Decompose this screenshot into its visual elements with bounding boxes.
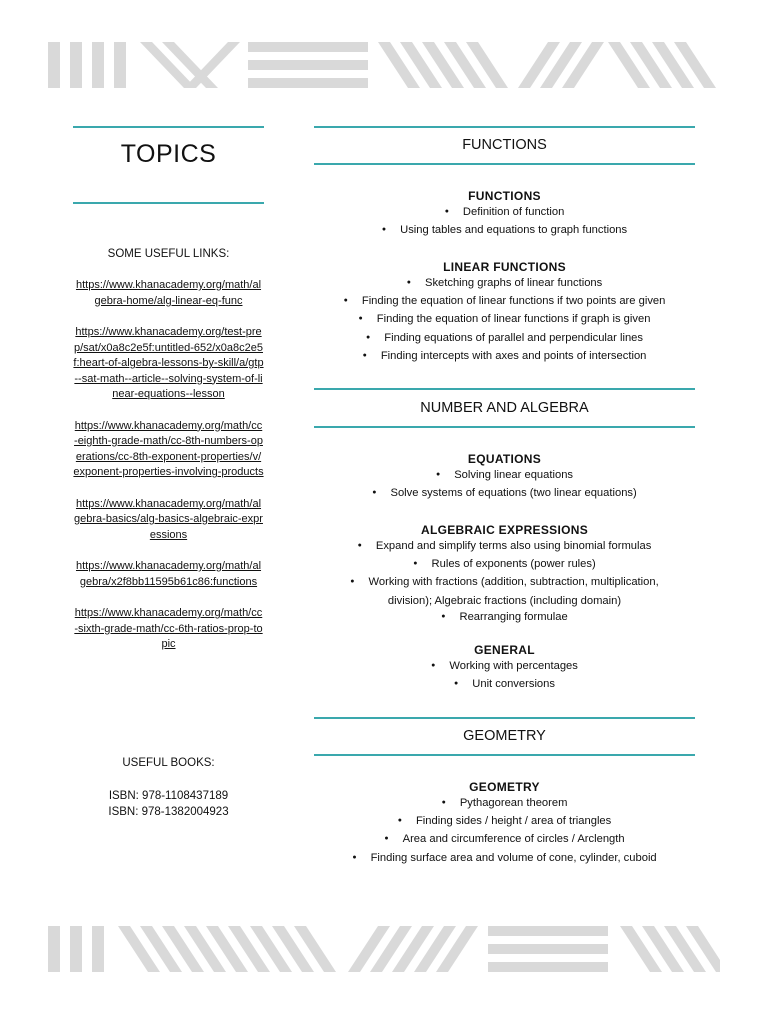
list-item: ● Solving linear equations — [314, 467, 695, 485]
subsection-heading: ALGEBRAIC EXPRESSIONS — [421, 523, 588, 537]
subsection-general — [314, 643, 695, 694]
section-title-geometry: GEOMETRY — [463, 728, 546, 744]
link-item[interactable]: https://www.khanacademy.org/test-prep/sat/x0a8c2e5f:untitled-652/x0a8c2e5f:heart-of-algebra-lessons-by-skill/a/gtp--sat-math--article--solving-system-of-linear-equations--lesson — [73, 326, 264, 400]
list-item: ● Expand and simplify terms also using binomial formulas — [314, 538, 695, 556]
link-item[interactable]: https://www.khanacademy.org/math/cc-sixth-grade-math/cc-6th-ratios-prop-topic — [74, 607, 263, 650]
list-item: ● Finding equations of parallel and perpendicular lines — [314, 330, 695, 348]
list-item: ● Finding sides / height / area of triangles — [314, 813, 695, 831]
subsection-algebraic-expressions — [314, 523, 695, 627]
list-item: ● Definition of function — [314, 204, 695, 222]
links-heading: SOME USEFUL LINKS: — [107, 248, 230, 260]
list-item: ● Finding intercepts with axes and points of intersection — [314, 348, 695, 366]
subsection-heading: GENERAL — [474, 643, 535, 657]
subsection-heading: LINEAR FUNCTIONS — [443, 260, 566, 274]
list-item: ● Solve systems of equations (two linear equations) — [314, 485, 695, 503]
list-item: ● Using tables and equations to graph functions — [314, 222, 695, 240]
books-heading: USEFUL BOOKS: — [122, 757, 215, 769]
list-item: ● Finding surface area and volume of cone, cylinder, cuboid — [314, 850, 695, 868]
link-item[interactable]: https://www.khanacademy.org/math/algebra-basics/alg-basics-algebraic-expressions — [74, 497, 263, 541]
section-title-number-algebra: NUMBER AND ALGEBRA — [420, 400, 589, 416]
subsection-geometry — [314, 780, 695, 868]
book-isbn: ISBN: 978-1108437189 — [108, 790, 229, 802]
footer-stripe-band — [48, 926, 720, 972]
list-item: ● Rearranging formulae — [314, 609, 695, 627]
list-item: ● Finding the equation of linear functions if graph is given — [314, 311, 695, 329]
topics-top-rule — [73, 126, 264, 128]
link-item[interactable]: https://www.khanacademy.org/math/algebra-home/alg-linear-eq-func — [75, 279, 262, 307]
subsection-linear-functions — [314, 260, 695, 366]
list-item: ● Sketching graphs of linear functions — [314, 275, 695, 293]
subsection-functions — [314, 189, 695, 240]
list-item: ● Rules of exponents (power rules) — [314, 556, 695, 574]
section-title-functions: FUNCTIONS — [462, 137, 547, 153]
subsection-heading: FUNCTIONS — [468, 189, 541, 203]
geometry-top-rule — [314, 717, 695, 719]
subsection-heading: GEOMETRY — [469, 780, 540, 794]
book-isbn: ISBN: 978-1382004923 — [108, 806, 229, 818]
topics-bottom-rule — [73, 202, 264, 204]
link-item[interactable]: https://www.khanacademy.org/math/cc-eighth-grade-math/cc-8th-numbers-operations/cc-8th-exponent-properties/v/exponent-properties-involving-products — [73, 419, 264, 478]
functions-bottom-rule — [314, 163, 695, 165]
books-list — [73, 788, 264, 820]
list-item: ● Working with fractions (addition, subtraction, multiplication, division); Algebraic fractions (including domain) — [314, 574, 695, 608]
list-item: ● Unit conversions — [314, 676, 695, 694]
link-item[interactable]: https://www.khanacademy.org/math/algebra/x2f8bb11595b61c86:functions — [75, 560, 262, 588]
list-item: ● Area and circumference of circles / Arclength — [314, 831, 695, 849]
number-algebra-bottom-rule — [314, 426, 695, 428]
list-item: ● Finding the equation of linear functions if two points are given — [314, 293, 695, 311]
list-item: ● Working with percentages — [314, 658, 695, 676]
topics-title: TOPICS — [120, 140, 217, 168]
subsection-equations — [314, 452, 695, 503]
functions-top-rule — [314, 126, 695, 128]
geometry-bottom-rule — [314, 754, 695, 756]
links-list — [73, 278, 264, 669]
number-algebra-top-rule — [314, 388, 695, 390]
subsection-heading: EQUATIONS — [467, 452, 542, 466]
list-item: ● Pythagorean theorem — [314, 795, 695, 813]
header-stripe-band — [48, 42, 720, 88]
